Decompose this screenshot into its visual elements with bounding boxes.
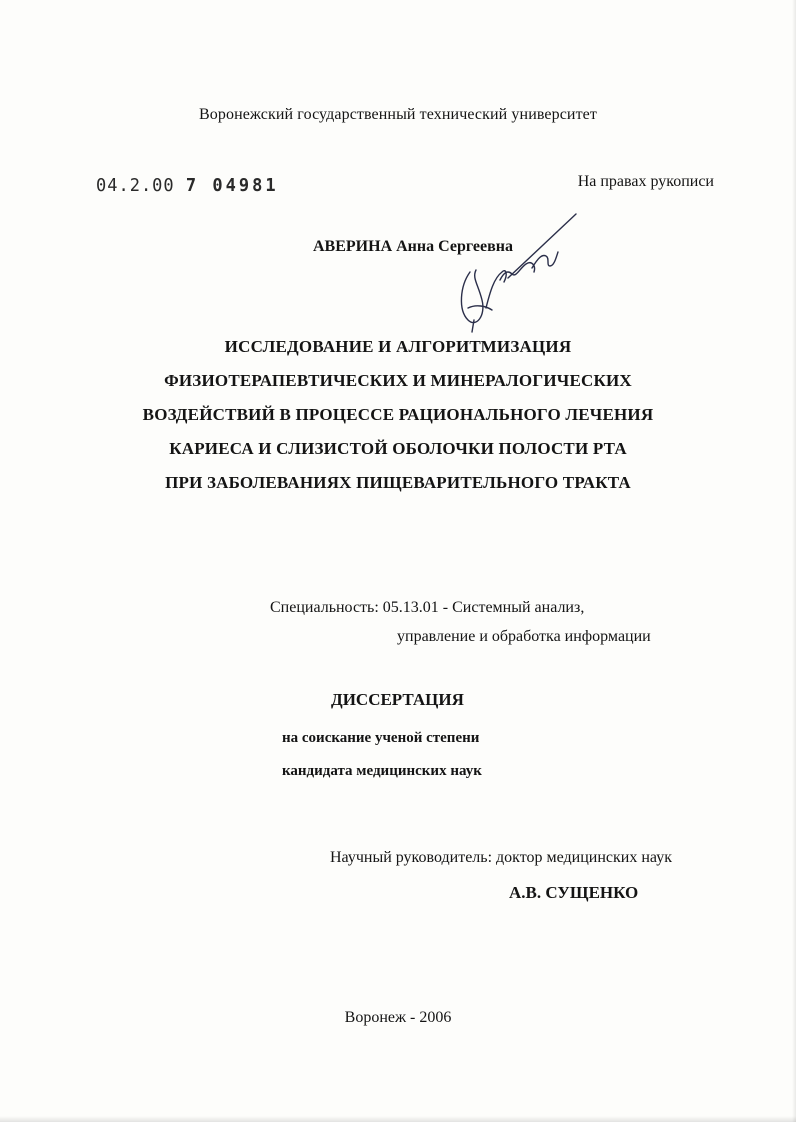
page-bottom-edge bbox=[0, 1116, 796, 1122]
university-name: Воронежский государственный технический университет bbox=[199, 106, 597, 123]
document-type: ДИССЕРТАЦИЯ bbox=[331, 690, 464, 709]
page-right-edge bbox=[792, 0, 796, 1122]
title-line: ИССЛЕДОВАНИЕ И АЛГОРИТМИЗАЦИЯ bbox=[224, 337, 572, 356]
title-line: ФИЗИОТЕРАПЕВТИЧЕСКИХ И МИНЕРАЛОГИЧЕСКИХ bbox=[164, 371, 632, 390]
registration-number: 04.2.00 bbox=[96, 175, 175, 197]
supervisor-label: Научный руководитель: доктор медицинских наук bbox=[330, 849, 672, 866]
specialty-line-2: управление и обработка информации bbox=[397, 628, 651, 645]
supervisor-name: А.В. СУЩЕНКО bbox=[509, 883, 639, 902]
degree-line-2: кандидата медицинских наук bbox=[282, 763, 482, 779]
registration-stamp-number bbox=[96, 176, 279, 197]
degree-line-1: на соискание ученой степени bbox=[282, 730, 480, 746]
author-name: АВЕРИНА Анна Сергеевна bbox=[313, 238, 513, 255]
author-signature bbox=[446, 208, 586, 338]
manuscript-rights-note: На правах рукописи bbox=[577, 173, 714, 190]
specialty-block bbox=[270, 593, 651, 651]
registration-number-tail: 7 04981 bbox=[185, 175, 279, 197]
degree-block bbox=[282, 722, 482, 788]
city-year: Воронеж - 2006 bbox=[344, 1009, 452, 1026]
title-line: КАРИЕСА И СЛИЗИСТОЙ ОБОЛОЧКИ ПОЛОСТИ РТА bbox=[169, 439, 627, 458]
title-line: ПРИ ЗАБОЛЕВАНИЯХ ПИЩЕВАРИТЕЛЬНОГО ТРАКТА bbox=[165, 473, 631, 492]
specialty-line-1: Специальность: 05.13.01 - Системный анализ, bbox=[270, 599, 585, 616]
title-line: ВОЗДЕЙСТВИЙ В ПРОЦЕССЕ РАЦИОНАЛЬНОГО ЛЕЧЕНИЯ bbox=[142, 405, 654, 424]
dissertation-title bbox=[0, 330, 796, 500]
